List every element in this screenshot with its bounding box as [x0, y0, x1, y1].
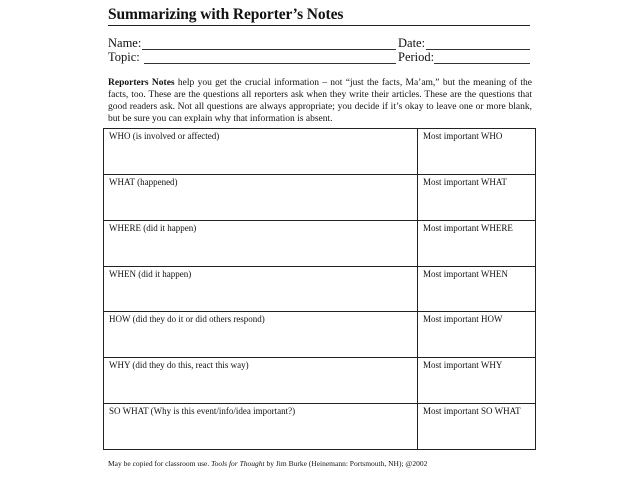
table-row: [104, 358, 536, 404]
table-row: [104, 266, 536, 312]
most-important-cell[interactable]: [418, 129, 536, 175]
question-label: WHEN (did it happen): [109, 268, 192, 279]
footer-book-title: Tools for Thought: [211, 459, 265, 468]
question-cell[interactable]: [104, 358, 418, 404]
period-field-row: [398, 50, 530, 64]
most-important-label: Most important WHERE: [423, 222, 513, 233]
name-label: Name:: [108, 36, 142, 50]
most-important-label: Most important HOW: [423, 314, 503, 325]
most-important-label: Most important WHY: [423, 360, 503, 371]
table-row: [104, 174, 536, 220]
most-important-label: Most important WHO: [423, 131, 503, 141]
footer-note: [108, 459, 538, 469]
question-label: WHAT (happened): [109, 176, 178, 187]
table-row: [104, 312, 536, 358]
period-field[interactable]: [434, 63, 530, 64]
question-cell[interactable]: [104, 174, 418, 220]
intro-body: help you get the crucial information – not “just the facts, Ma’am,” but the meaning of the facts, too. These are the questions all reporters ask when they write their articles. These are the questions that good readers ask. Not all questions are always appropriate; you decide if it’s okay to leave one or more blank, but be sure you can explain why that information is absent.: [108, 78, 533, 124]
most-important-cell[interactable]: [418, 220, 536, 266]
topic-field[interactable]: [144, 63, 396, 64]
most-important-label: Most important WHEN: [423, 268, 508, 279]
most-important-label: Most important WHAT: [423, 176, 507, 187]
most-important-cell[interactable]: [418, 266, 536, 312]
most-important-cell[interactable]: [418, 358, 536, 404]
question-label: WHY (did they do this, react this way): [109, 360, 249, 371]
question-cell[interactable]: [104, 266, 418, 312]
intro-paragraph: [108, 77, 532, 125]
question-label: HOW (did they do it or did others respond): [109, 314, 265, 325]
question-cell[interactable]: [104, 404, 418, 450]
question-label: WHO (is involved or affected): [109, 131, 220, 141]
most-important-cell[interactable]: [418, 174, 536, 220]
footer-pre: May be copied for classroom use.: [108, 459, 212, 468]
intro-lead: Reporters Notes: [108, 78, 175, 88]
question-cell[interactable]: [104, 220, 418, 266]
table-row: [104, 129, 536, 175]
page-title: Summarizing with Reporter’s Notes: [108, 6, 530, 26]
topic-label: Topic:: [108, 50, 140, 64]
question-label: SO WHAT (Why is this event/info/idea important?): [109, 406, 296, 417]
most-important-label: Most important SO WHAT: [423, 406, 521, 417]
question-cell[interactable]: [104, 129, 418, 175]
date-label: Date:: [398, 36, 426, 50]
question-label: WHERE (did it happen): [109, 222, 197, 233]
question-cell[interactable]: [104, 312, 418, 358]
name-field-row: [108, 36, 396, 50]
period-label: Period:: [398, 50, 435, 64]
topic-field-row: [108, 50, 396, 64]
table-row: [104, 404, 536, 450]
date-field-row: [398, 36, 530, 50]
notes-table: [103, 128, 536, 450]
most-important-cell[interactable]: [418, 404, 536, 450]
table-row: [104, 220, 536, 266]
footer-post: by Jim Burke (Heinemann: Portsmouth, NH); @2002: [264, 459, 428, 468]
most-important-cell[interactable]: [418, 312, 536, 358]
